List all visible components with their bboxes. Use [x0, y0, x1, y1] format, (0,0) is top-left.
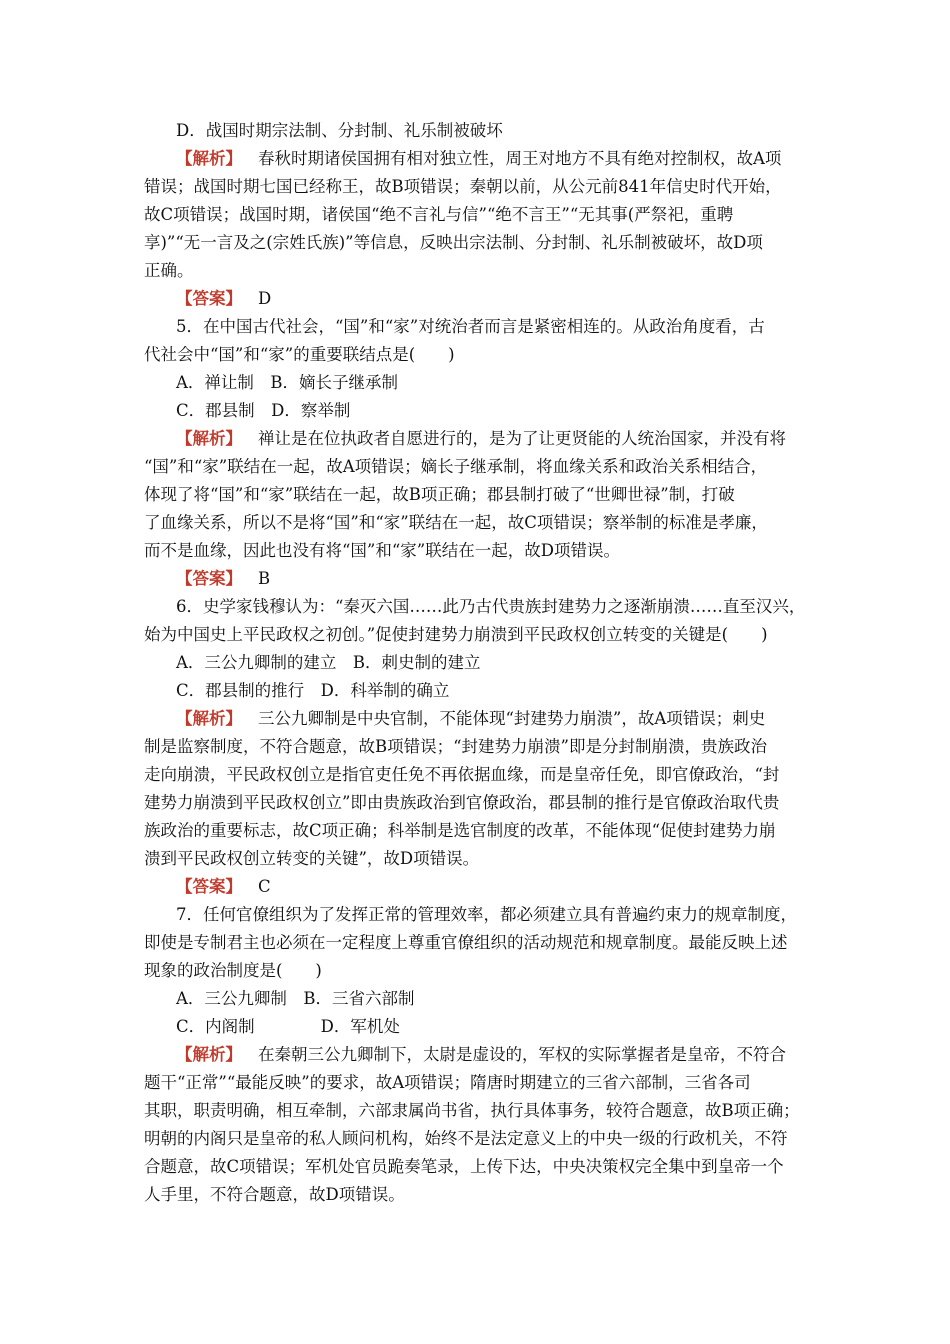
q5-analysis-line: 了血缘关系，所以不是将“国”和“家”联结在一起，故C项错误；察举制的标准是孝廉， [144, 513, 768, 532]
q6-analysis-line: 族政治的重要标志，故C项正确；科举制是选官制度的改革，不能体现“促使封建势力崩 [144, 821, 776, 840]
answer-value: B [258, 569, 271, 588]
q7-analysis-line: 人手里，不符合题意，故D项错误。 [144, 1185, 405, 1204]
q5-option-line: A．禅让制 B．嫡长子继承制 [176, 373, 399, 392]
q5-analysis-line: “国”和“家”联结在一起，故A项错误；嫡长子继承制，将血缘关系和政治关系相结合， [144, 457, 768, 476]
q6-option-line: C．郡县制的推行 D．科举制的确立 [176, 681, 450, 700]
q6-analysis-first-line: 【解析】 三公九卿制是中央官制，不能体现“封建势力崩溃”，故A项错误；刺史 [176, 709, 766, 728]
analysis-tag: 【解析】 [176, 709, 242, 728]
q6-analysis-line: 建势力崩溃到平民政权创立”即由贵族政治到官僚政治，郡县制的推行是官僚政治取代贵 [144, 793, 780, 812]
q4-analysis-line: 错误；战国时期七国已经称王，故B项错误；秦朝以前，从公元前841年信史时代开始， [144, 177, 782, 196]
answer-value: C [258, 877, 271, 896]
answer-tag: 【答案】 [176, 877, 242, 896]
q4-analysis-line: 享)”“无一言及之(宗姓氏族)”等信息，反映出宗法制、分封制、礼乐制被破坏，故D项 [144, 233, 763, 252]
q4-analysis-line: 正确。 [144, 261, 194, 280]
q4-answer [176, 288, 271, 310]
q7-stem-line: 现象的政治制度是( ) [144, 961, 322, 980]
q7-analysis-first-line: 【解析】 在秦朝三公九卿制下，太尉是虚设的，军权的实际掌握者是皇帝，不符合 [176, 1045, 786, 1064]
q7-stem-line: 7．任何官僚组织为了发挥正常的管理效率，都必须建立具有普遍约束力的规章制度， [176, 905, 797, 924]
q7-option-line: A．三公九卿制 B．三省六部制 [176, 989, 415, 1008]
q6-analysis-line: 走向崩溃，平民政权创立是指官吏任免不再依据血缘，而是皇帝任免，即官僚政治，“封 [144, 765, 780, 784]
q7-analysis-line: 题干“正常”“最能反映”的要求，故A项错误；隋唐时期建立的三省六部制，三省各司 [144, 1073, 751, 1092]
analysis-tag: 【解析】 [176, 429, 242, 448]
q6-analysis-line: 制是监察制度，不符合题意，故B项错误；“封建势力崩溃”即是分封制崩溃，贵族政治 [144, 737, 767, 756]
q5-analysis-line: 体现了将“国”和“家”联结在一起，故B项正确；郡县制打破了“世卿世禄”制，打破 [144, 485, 735, 504]
q5-analysis-first-line: 【解析】 禅让是在位执政者自愿进行的，是为了让更贤能的人统治国家，并没有将 [176, 429, 786, 448]
q6-stem-line: 6．史学家钱穆认为：“秦灭六国……此乃古代贵族封建势力之逐渐崩溃……直至汉兴， [176, 597, 806, 616]
q7-option-line: C．内阁制 D．军机处 [176, 1017, 400, 1036]
q7-analysis-line: 明朝的内阁只是皇帝的私人顾问机构，始终不是法定意义上的中央一级的行政机关，不符 [144, 1129, 788, 1148]
analysis-tag: 【解析】 [176, 149, 242, 168]
q6-stem-line: 始为中国史上平民政权之初创。”促使封建势力崩溃到平民政权创立转变的关键是( ) [144, 625, 768, 644]
q5-option-line: C．郡县制 D．察举制 [176, 401, 351, 420]
answer-value: D [258, 289, 272, 308]
answer-tag: 【答案】 [176, 569, 242, 588]
q5-answer [176, 568, 270, 590]
q4-analysis-first-line: 【解析】 春秋时期诸侯国拥有相对独立性，周王对地方不具有绝对控制权，故A项 [176, 149, 782, 168]
q6-option-line: A．三公九卿制的建立 B．刺史制的建立 [176, 653, 481, 672]
q6-answer [176, 876, 271, 898]
q5-stem-line: 5．在中国古代社会，“国”和“家”对统治者而言是紧密相连的。从政治角度看，古 [176, 317, 765, 336]
q7-analysis-line: 其职，职责明确，相互牵制，六部隶属尚书省，执行具体事务，较符合题意，故B项正确； [144, 1101, 800, 1120]
q4-option-d: D．战国时期宗法制、分封制、礼乐制被破坏 [176, 121, 503, 140]
answer-tag: 【答案】 [176, 289, 242, 308]
q7-analysis-line: 合题意，故C项错误；军机处官员跪奏笔录，上传下达，中央决策权完全集中到皇帝一个 [144, 1157, 784, 1176]
q5-stem-line: 代社会中“国”和“家”的重要联结点是( ) [144, 345, 455, 364]
q7-stem-line: 即使是专制君主也必须在一定程度上尊重官僚组织的活动规范和规章制度。最能反映上述 [144, 933, 788, 952]
analysis-tag: 【解析】 [176, 1045, 242, 1064]
q5-analysis-line: 而不是血缘，因此也没有将“国”和“家”联结在一起，故D项错误。 [144, 541, 620, 560]
q6-analysis-line: 溃到平民政权创立转变的关键”，故D项错误。 [144, 849, 480, 868]
q4-analysis-line: 故C项错误；战国时期，诸侯国“绝不言礼与信”“绝不言王”“无其事(严祭祀，重聘 [144, 205, 734, 224]
